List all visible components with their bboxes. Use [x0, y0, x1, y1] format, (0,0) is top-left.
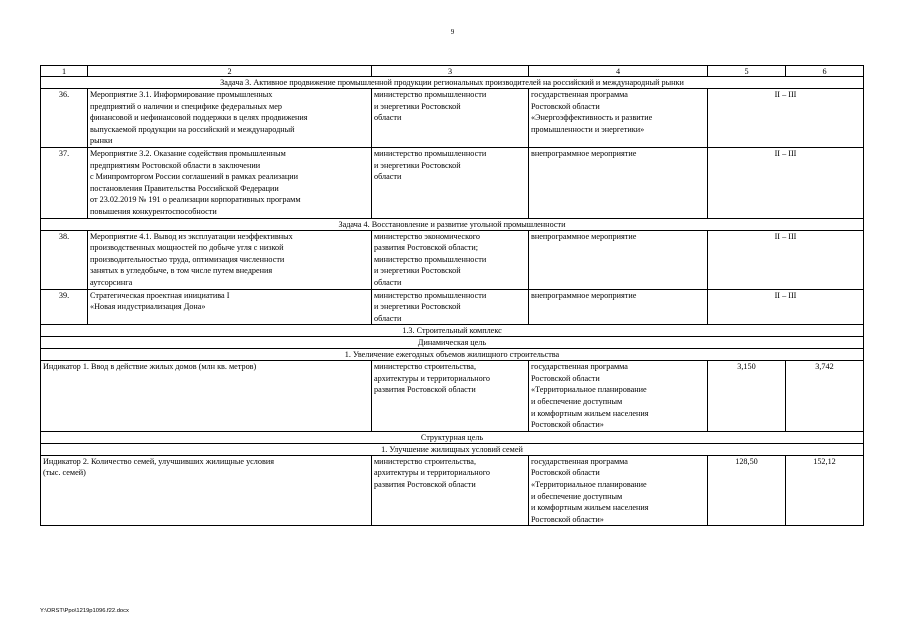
executor-cell-line: министерство промышленности	[374, 90, 487, 99]
dynamic-goal-header	[41, 337, 864, 349]
executor-cell-line: министерство промышленности	[374, 148, 487, 158]
stage-cell: II – III	[708, 89, 864, 148]
event-cell-line: «Новая индустриализация Дона»	[90, 302, 206, 312]
structural-goal-1-header	[41, 443, 864, 455]
task-3-header	[41, 77, 864, 89]
event-cell-line: финансовой и нефинансовой поддержки в целях продвижения	[90, 113, 308, 123]
section-construction-cell: 1.3. Строительный комплекс	[41, 325, 864, 337]
program-cell-line: государственная программа	[531, 456, 628, 466]
value-stage-2: 152,12	[786, 455, 864, 526]
value-stage-1: 3,150	[708, 361, 786, 432]
structural-goal-header	[41, 431, 864, 443]
program-cell-line: и комфортным жильем населения	[531, 503, 649, 513]
column-number: 1	[41, 66, 88, 77]
executor-cell	[372, 89, 529, 148]
table-row	[41, 230, 864, 289]
indicator1-row	[41, 361, 864, 432]
strategy-table	[40, 65, 864, 526]
executor-cell-line: области	[374, 172, 402, 182]
executor-cell-line: министерство экономического	[374, 231, 480, 241]
executor-cell-line: области	[374, 313, 402, 323]
event-cell-line: предприятий о наличии и специфике федеральных мер	[90, 101, 282, 111]
event-cell-line: повышения конкурентоспособности	[90, 206, 217, 216]
event-cell-line: постановления Правительства Российской Федерации	[90, 183, 279, 193]
indicator-name-line: (тыс. семей)	[43, 468, 86, 478]
executor-cell-line: области	[374, 113, 402, 123]
program-cell-line: государственная программа	[531, 362, 628, 372]
executor-cell-line: развития Ростовской области	[374, 385, 476, 395]
event-cell-line: Мероприятие 4.1. Вывод из эксплуатации неэффективных	[90, 231, 293, 241]
indicator-name	[41, 361, 372, 432]
program-cell-line: и обеспечение доступным	[531, 397, 623, 407]
executor-cell-line: и энергетики Ростовской	[374, 266, 461, 276]
executor-cell-line: архитектуры и территориального	[374, 373, 490, 383]
executor-cell-line: министерство промышленности	[374, 290, 487, 300]
section-construction	[41, 325, 864, 337]
executor-cell-line: архитектуры и территориального	[374, 468, 490, 478]
event-cell-line: предприятиям Ростовской области в заключении	[90, 160, 261, 170]
program-cell	[529, 89, 708, 148]
dynamic-goal-header-cell: Динамическая цель	[41, 337, 864, 349]
page-number: 9	[450, 28, 455, 36]
executor-cell-line: министерство строительства,	[374, 362, 476, 372]
indicator-name-line: Индикатор 1. Ввод в действие жилых домов (млн кв. метров)	[43, 362, 257, 372]
table-row	[41, 289, 864, 325]
structural-goal-1-header-cell: 1. Улучшение жилищных условий семей	[41, 443, 864, 455]
event-cell-line: с Минпромторгом России соглашений в рамках реализации	[90, 172, 299, 182]
stage-cell: II – III	[708, 289, 864, 325]
executor-cell	[372, 230, 529, 289]
event-cell-line: выпускаемой продукции на российский и международный	[90, 124, 295, 134]
file-path: Y:\ORST\Ppo\1219p1096.f22.docx	[40, 608, 129, 614]
program-cell-line: внепрограммное мероприятие	[531, 148, 637, 158]
program-cell-line: Ростовской области»	[531, 514, 604, 524]
task-4-header	[41, 218, 864, 230]
program-cell-line: и комфортным жильем населения	[531, 408, 649, 418]
program-cell	[529, 361, 708, 432]
indicator-name	[41, 455, 372, 526]
column-number: 5	[708, 66, 786, 77]
dynamic-goal-1-header	[41, 349, 864, 361]
executor-cell-line: развития Ростовской области;	[374, 243, 479, 253]
executor-cell-line: и энергетики Ростовской	[374, 302, 461, 312]
row-number: 37.	[41, 147, 88, 218]
program-cell-line: «Территориальное планирование	[531, 480, 647, 490]
executor-cell	[372, 455, 529, 526]
executor-cell	[372, 147, 529, 218]
program-cell-line: внепрограммное мероприятие	[531, 290, 637, 300]
program-cell-line: промышленности и энергетики»	[531, 124, 645, 134]
event-cell	[88, 289, 372, 325]
dynamic-goal-1-header-cell: 1. Увеличение ежегодных объемов жилищного строительства	[41, 349, 864, 361]
executor-cell-line: развития Ростовской области	[374, 480, 476, 490]
indicator2-row	[41, 455, 864, 526]
event-cell-line: Мероприятие 3.1. Информирование промышленных	[90, 90, 273, 99]
program-cell-line: Ростовской области»	[531, 420, 604, 430]
event-cell-line: производительностью труда, оптимизация численности	[90, 254, 285, 264]
executor-cell-line: министерство строительства,	[374, 456, 476, 466]
program-cell	[529, 289, 708, 325]
event-cell-line: Стратегическая проектная инициатива I	[90, 290, 230, 300]
event-cell-line: занятых в угледобыче, в том числе путем внедрения	[90, 266, 273, 276]
executor-cell-line: министерство промышленности	[374, 254, 487, 264]
column-number: 4	[529, 66, 708, 77]
executor-cell	[372, 289, 529, 325]
value-stage-2: 3,742	[786, 361, 864, 432]
program-cell-line: государственная программа	[531, 90, 628, 99]
executor-cell-line: и энергетики Ростовской	[374, 101, 461, 111]
event-cell-line: производственных мощностей по добыче угля с низкой	[90, 243, 284, 253]
task-3-header-cell: Задача 3. Активное продвижение промышленной продукции региональных производителей на российский и международный рынки	[41, 77, 864, 89]
program-cell-line: и обеспечение доступным	[531, 491, 623, 501]
program-cell	[529, 147, 708, 218]
executor-cell-line: и энергетики Ростовской	[374, 160, 461, 170]
value-stage-1: 128,50	[708, 455, 786, 526]
program-cell-line: внепрограммное мероприятие	[531, 231, 637, 241]
program-cell	[529, 455, 708, 526]
program-cell-line: Ростовской области	[531, 468, 600, 478]
program-cell-line: «Территориальное планирование	[531, 385, 647, 395]
indicator-name-line: Индикатор 2. Количество семей, улучшивших жилищные условия	[43, 456, 274, 466]
row-number: 39.	[41, 289, 88, 325]
event-cell	[88, 230, 372, 289]
event-cell	[88, 147, 372, 218]
event-cell-line: Мероприятие 3.2. Оказание содействия промышленным	[90, 148, 286, 158]
stage-cell: II – III	[708, 147, 864, 218]
program-cell-line: Ростовской области	[531, 101, 600, 111]
column-number: 6	[786, 66, 864, 77]
program-cell-line: Ростовской области	[531, 373, 600, 383]
stage-cell: II – III	[708, 230, 864, 289]
table-row	[41, 89, 864, 148]
row-number: 38.	[41, 230, 88, 289]
program-cell-line: «Энергоэффективность и развитие	[531, 113, 653, 123]
event-cell-line: от 23.02.2019 № 191 о реализации корпоративных программ	[90, 195, 301, 205]
event-cell	[88, 89, 372, 148]
event-cell-line: рынки	[90, 136, 113, 146]
executor-cell-line: области	[374, 277, 402, 287]
table-row	[41, 147, 864, 218]
event-cell-line: аутсорсинга	[90, 277, 133, 287]
column-number: 3	[372, 66, 529, 77]
row-number: 36.	[41, 89, 88, 148]
column-number-row	[41, 66, 864, 77]
program-cell	[529, 230, 708, 289]
executor-cell	[372, 361, 529, 432]
task-4-header-cell: Задача 4. Восстановление и развитие угольной промышленности	[41, 218, 864, 230]
structural-goal-header-cell: Структурная цель	[41, 431, 864, 443]
column-number: 2	[88, 66, 372, 77]
